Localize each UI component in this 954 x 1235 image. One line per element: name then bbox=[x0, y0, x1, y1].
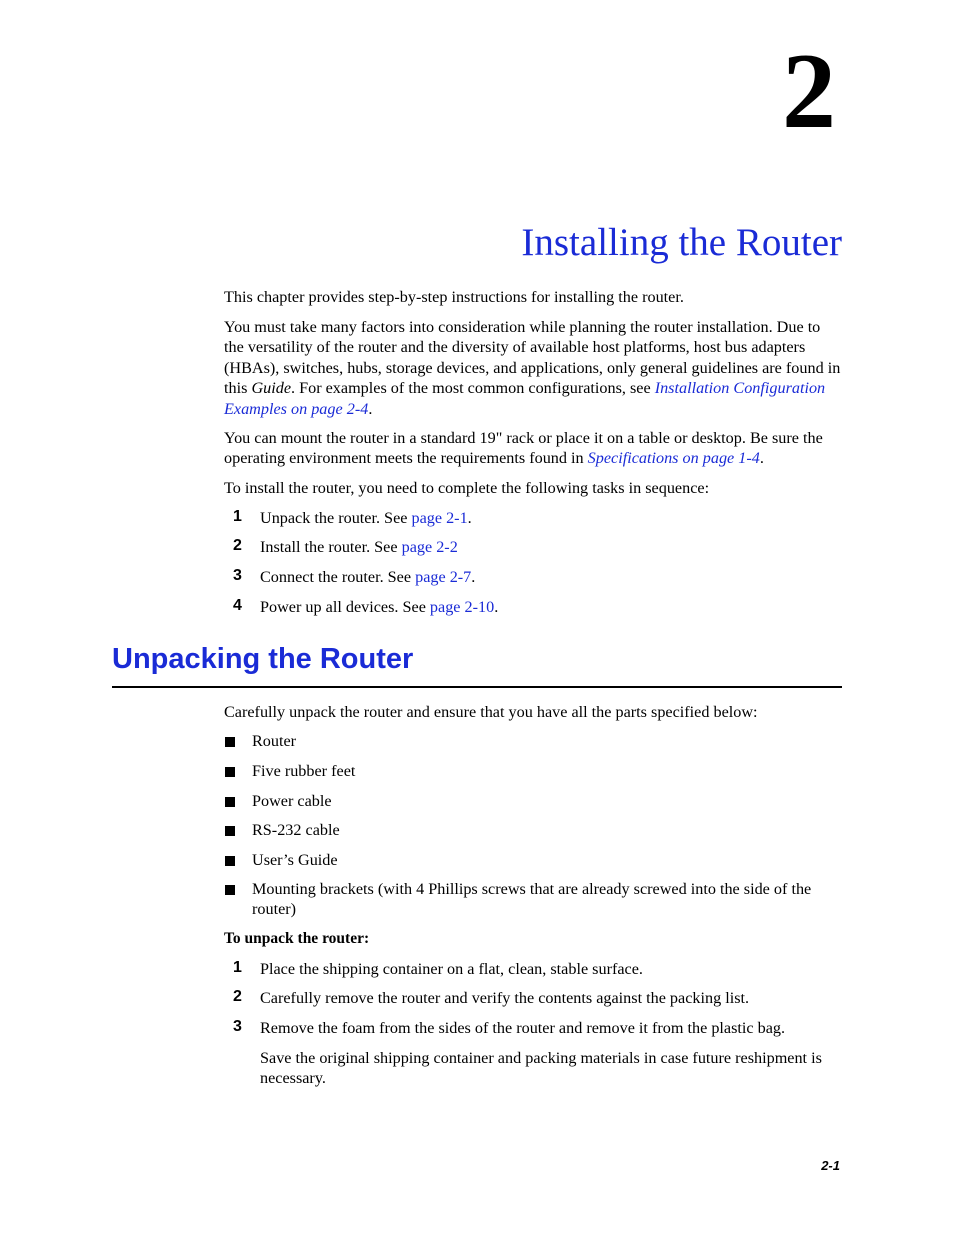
config-examples-link[interactable]: Installation Configuration Examples on page 2-4 bbox=[224, 379, 826, 418]
intro-paragraph-4: To install the router, you need to complete the following tasks in sequence: bbox=[224, 479, 710, 497]
bullet-square-icon bbox=[225, 885, 235, 895]
intro-p2-text-b: . For examples of the most common configurations, see bbox=[291, 379, 655, 398]
task-number: 1 bbox=[233, 508, 242, 525]
parts-list-item: User’s Guide bbox=[252, 851, 338, 869]
chapter-number: 2 bbox=[782, 32, 836, 151]
task-page-link[interactable]: page 2-10 bbox=[429, 598, 495, 616]
intro-paragraph-1: This chapter provides step-by-step instructions for installing the router. bbox=[224, 288, 684, 306]
intro-p3-text: You can mount the router in a standard 19" rack or place it on a table or desktop. Be sure the operating environment meets the requirements found in bbox=[224, 429, 823, 468]
intro-p2-end: . bbox=[368, 399, 373, 418]
step-note: Save the original shipping container and packing materials in case future reshipment is necessary. bbox=[260, 1049, 822, 1088]
chapter-title: Installing the Router bbox=[521, 221, 842, 264]
step-text: Remove the foam from the sides of the router and remove it from the plastic bag. bbox=[260, 1019, 786, 1037]
task-number: 3 bbox=[233, 567, 242, 584]
section-heading: Unpacking the Router bbox=[112, 643, 414, 675]
task-end: . bbox=[467, 509, 472, 527]
step-number: 3 bbox=[233, 1018, 242, 1035]
intro-p2-text: You must take many factors into consideration while planning the router installation. Due to the versatility of the router and the diversity of available host platforms, host bus adapters (HBAs), switches, hubs, storage devices, and applications, only general guidelines are found in this bbox=[224, 318, 841, 398]
task-item bbox=[260, 508, 844, 528]
intro-paragraph-2 bbox=[224, 317, 844, 419]
bullet-square-icon bbox=[225, 797, 235, 807]
task-page-link[interactable]: page 2-7 bbox=[415, 568, 472, 586]
task-item bbox=[260, 567, 844, 587]
task-end: . bbox=[471, 568, 476, 586]
task-item bbox=[260, 537, 844, 557]
task-text: Install the router. See bbox=[260, 538, 402, 556]
task-text: Power up all devices. See bbox=[260, 598, 430, 616]
procedure-heading: To unpack the router: bbox=[224, 930, 370, 947]
section-intro: Carefully unpack the router and ensure that you have all the parts specified below: bbox=[224, 703, 758, 721]
intro-paragraph-3 bbox=[224, 428, 844, 469]
specifications-link[interactable]: Specifications on page 1-4 bbox=[587, 449, 760, 468]
step-number: 1 bbox=[233, 959, 242, 976]
task-page-link[interactable]: page 2-1 bbox=[411, 509, 468, 527]
bullet-square-icon bbox=[225, 737, 235, 747]
task-number: 4 bbox=[233, 597, 242, 614]
bullet-square-icon bbox=[225, 856, 235, 866]
guide-emphasis: Guide bbox=[251, 379, 291, 398]
bullet-square-icon bbox=[225, 767, 235, 777]
intro-p3-end: . bbox=[759, 449, 764, 468]
task-text: Connect the router. See bbox=[260, 568, 416, 586]
parts-list-item: RS-232 cable bbox=[252, 821, 340, 839]
bullet-square-icon bbox=[225, 826, 235, 836]
step-text: Place the shipping container on a flat, clean, stable surface. bbox=[260, 960, 643, 978]
step-text: Carefully remove the router and verify the contents against the packing list. bbox=[260, 989, 750, 1007]
page-number: 2-1 bbox=[821, 1158, 840, 1173]
task-item bbox=[260, 597, 844, 617]
parts-list-item: Mounting brackets (with 4 Phillips screws that are already screwed into the side of the router) bbox=[252, 880, 812, 919]
task-page-link[interactable]: page 2-2 bbox=[401, 538, 458, 556]
parts-list-item: Router bbox=[252, 732, 297, 750]
parts-list-item: Five rubber feet bbox=[252, 762, 356, 780]
task-number: 2 bbox=[233, 537, 242, 554]
step-number: 2 bbox=[233, 988, 242, 1005]
section-rule bbox=[112, 686, 842, 688]
parts-list-item: Power cable bbox=[252, 792, 332, 810]
task-end: . bbox=[494, 598, 499, 616]
task-text: Unpack the router. See bbox=[260, 509, 412, 527]
